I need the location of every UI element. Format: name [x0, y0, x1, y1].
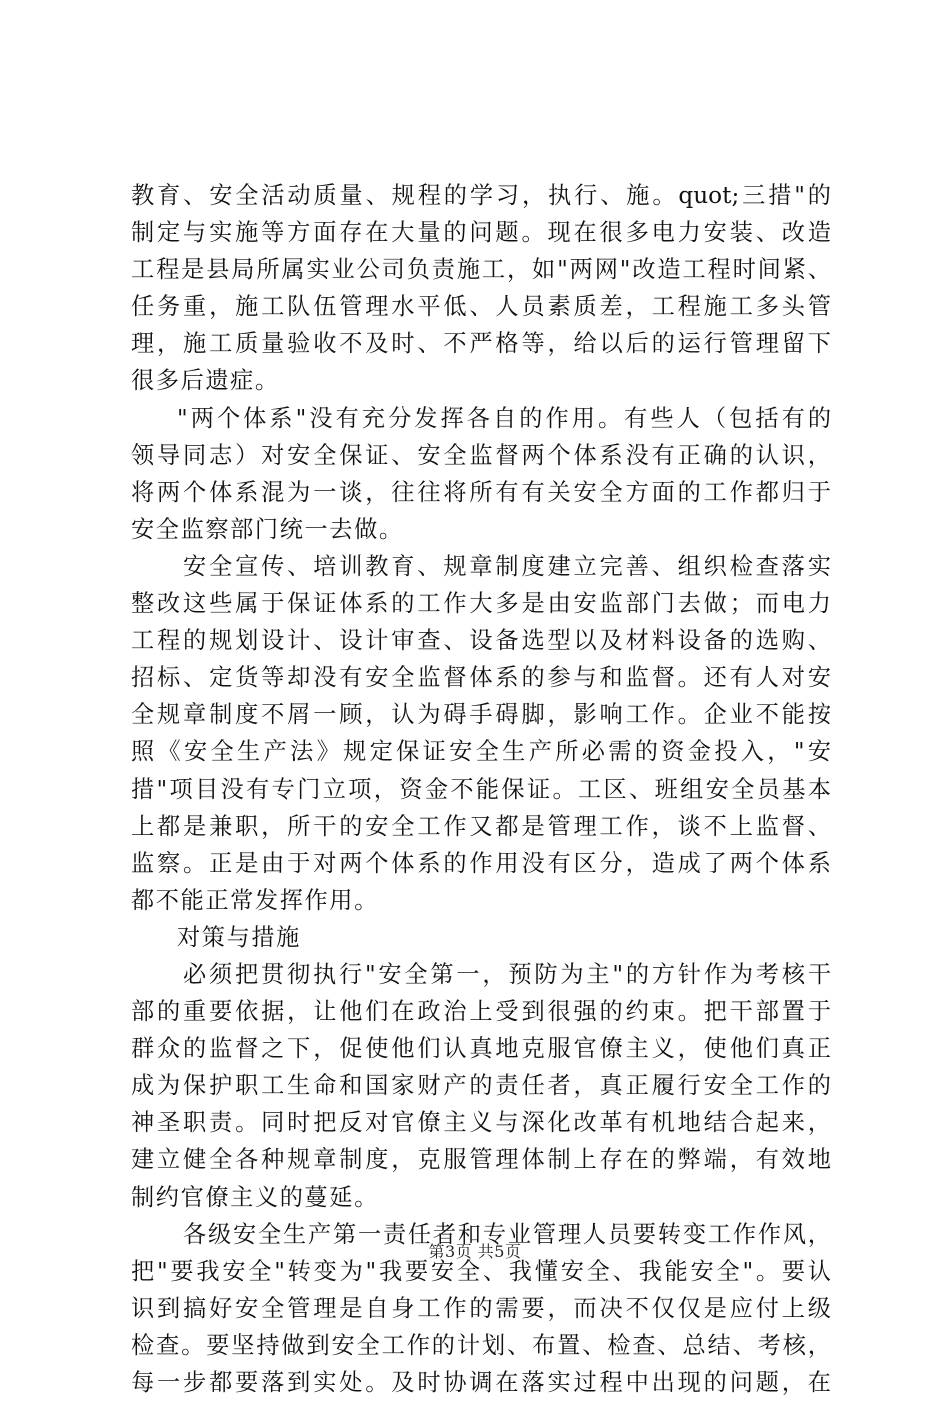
text-line: 部的重要依据，让他们在政治上受到很强的约束。把干部置于: [131, 998, 831, 1026]
text-line: 成为保护职工生命和国家财产的责任者，真正履行安全工作的: [131, 1072, 831, 1100]
section-heading: 对策与措施: [177, 923, 301, 951]
text-line: 识到搞好安全管理是自身工作的需要，而决不仅仅是应付上级: [131, 1294, 831, 1322]
text-line: 神圣职责。同时把反对官僚主义与深化改革有机地结合起来，: [131, 1109, 831, 1137]
text-line: 工程的规划设计、设计审查、设备选型以及材料设备的选购、: [131, 627, 831, 655]
text-line: 监察。正是由于对两个体系的作用没有区分，造成了两个体系: [131, 849, 831, 877]
text-line: 把"要我安全"转变为"我要安全、我懂安全、我能安全"。要认: [131, 1257, 831, 1285]
text-line: 上都是兼职，所干的安全工作又都是管理工作，谈不上监督、: [131, 812, 831, 840]
text-line: 工程是县局所属实业公司负责施工，如"两网"改造工程时间紧、: [131, 256, 831, 284]
text-line: 很多后遗症。: [131, 367, 280, 395]
text-line: 每一步都要落到实处。及时协调在落实过程中出现的问题，在: [131, 1369, 831, 1396]
body-text: [131, 177, 831, 1401]
text-line: 将两个体系混为一谈，往往将所有有关安全方面的工作都归于: [131, 478, 831, 506]
text-line: 全规章制度不屑一顾，认为碍手碍脚，影响工作。企业不能按: [131, 701, 831, 729]
text-line: 照《安全生产法》规定保证安全生产所必需的资金投入，"安: [131, 738, 831, 766]
text-line: 检查。要坚持做到安全工作的计划、布置、检查、总结、考核，: [131, 1331, 831, 1359]
text-line: 教育、安全活动质量、规程的学习，执行、施。quot;三措"的: [131, 182, 831, 209]
text-line: 任务重，施工队伍管理水平低、人员素质差，工程施工多头管: [131, 293, 831, 321]
text-line: 制约官僚主义的蔓延。: [131, 1183, 379, 1211]
text-line: 整改这些属于保证体系的工作大多是由安监部门去做；而电力: [131, 590, 831, 618]
text-line: 都不能正常发挥作用。: [131, 886, 379, 914]
text-line: 理，施工质量验收不及时、不严格等，给以后的运行管理留下: [131, 330, 831, 358]
text-line: 建立健全各种规章制度，克服管理体制上存在的弊端，有效地: [131, 1146, 831, 1174]
text-line: 招标、定货等却没有安全监督体系的参与和监督。还有人对安: [131, 664, 831, 692]
text-line: 措"项目没有专门立项，资金不能保证。工区、班组安全员基本: [131, 775, 831, 803]
paragraph-first-line: 必须把贯彻执行"安全第一，预防为主"的方针作为考核干: [183, 960, 831, 988]
page-number-footer: 第3页 共5页: [428, 1242, 522, 1261]
paragraph-first-line: 安全宣传、培训教育、规章制度建立完善、组织检查落实: [183, 552, 831, 580]
text-line: 安全监察部门统一去做。: [131, 515, 404, 543]
paragraph-first-line: 各级安全生产第一责任者和专业管理人员要转变工作作风，: [183, 1220, 831, 1248]
paragraph-first-line: "两个体系"没有充分发挥各自的作用。有些人（包括有的: [177, 404, 831, 432]
text-line: 领导同志）对安全保证、安全监督两个体系没有正确的认识，: [131, 441, 831, 469]
text-line: 制定与实施等方面存在大量的问题。现在很多电力安装、改造: [131, 219, 831, 247]
text-line: 群众的监督之下，促使他们认真地克服官僚主义，使他们真正: [131, 1035, 831, 1063]
